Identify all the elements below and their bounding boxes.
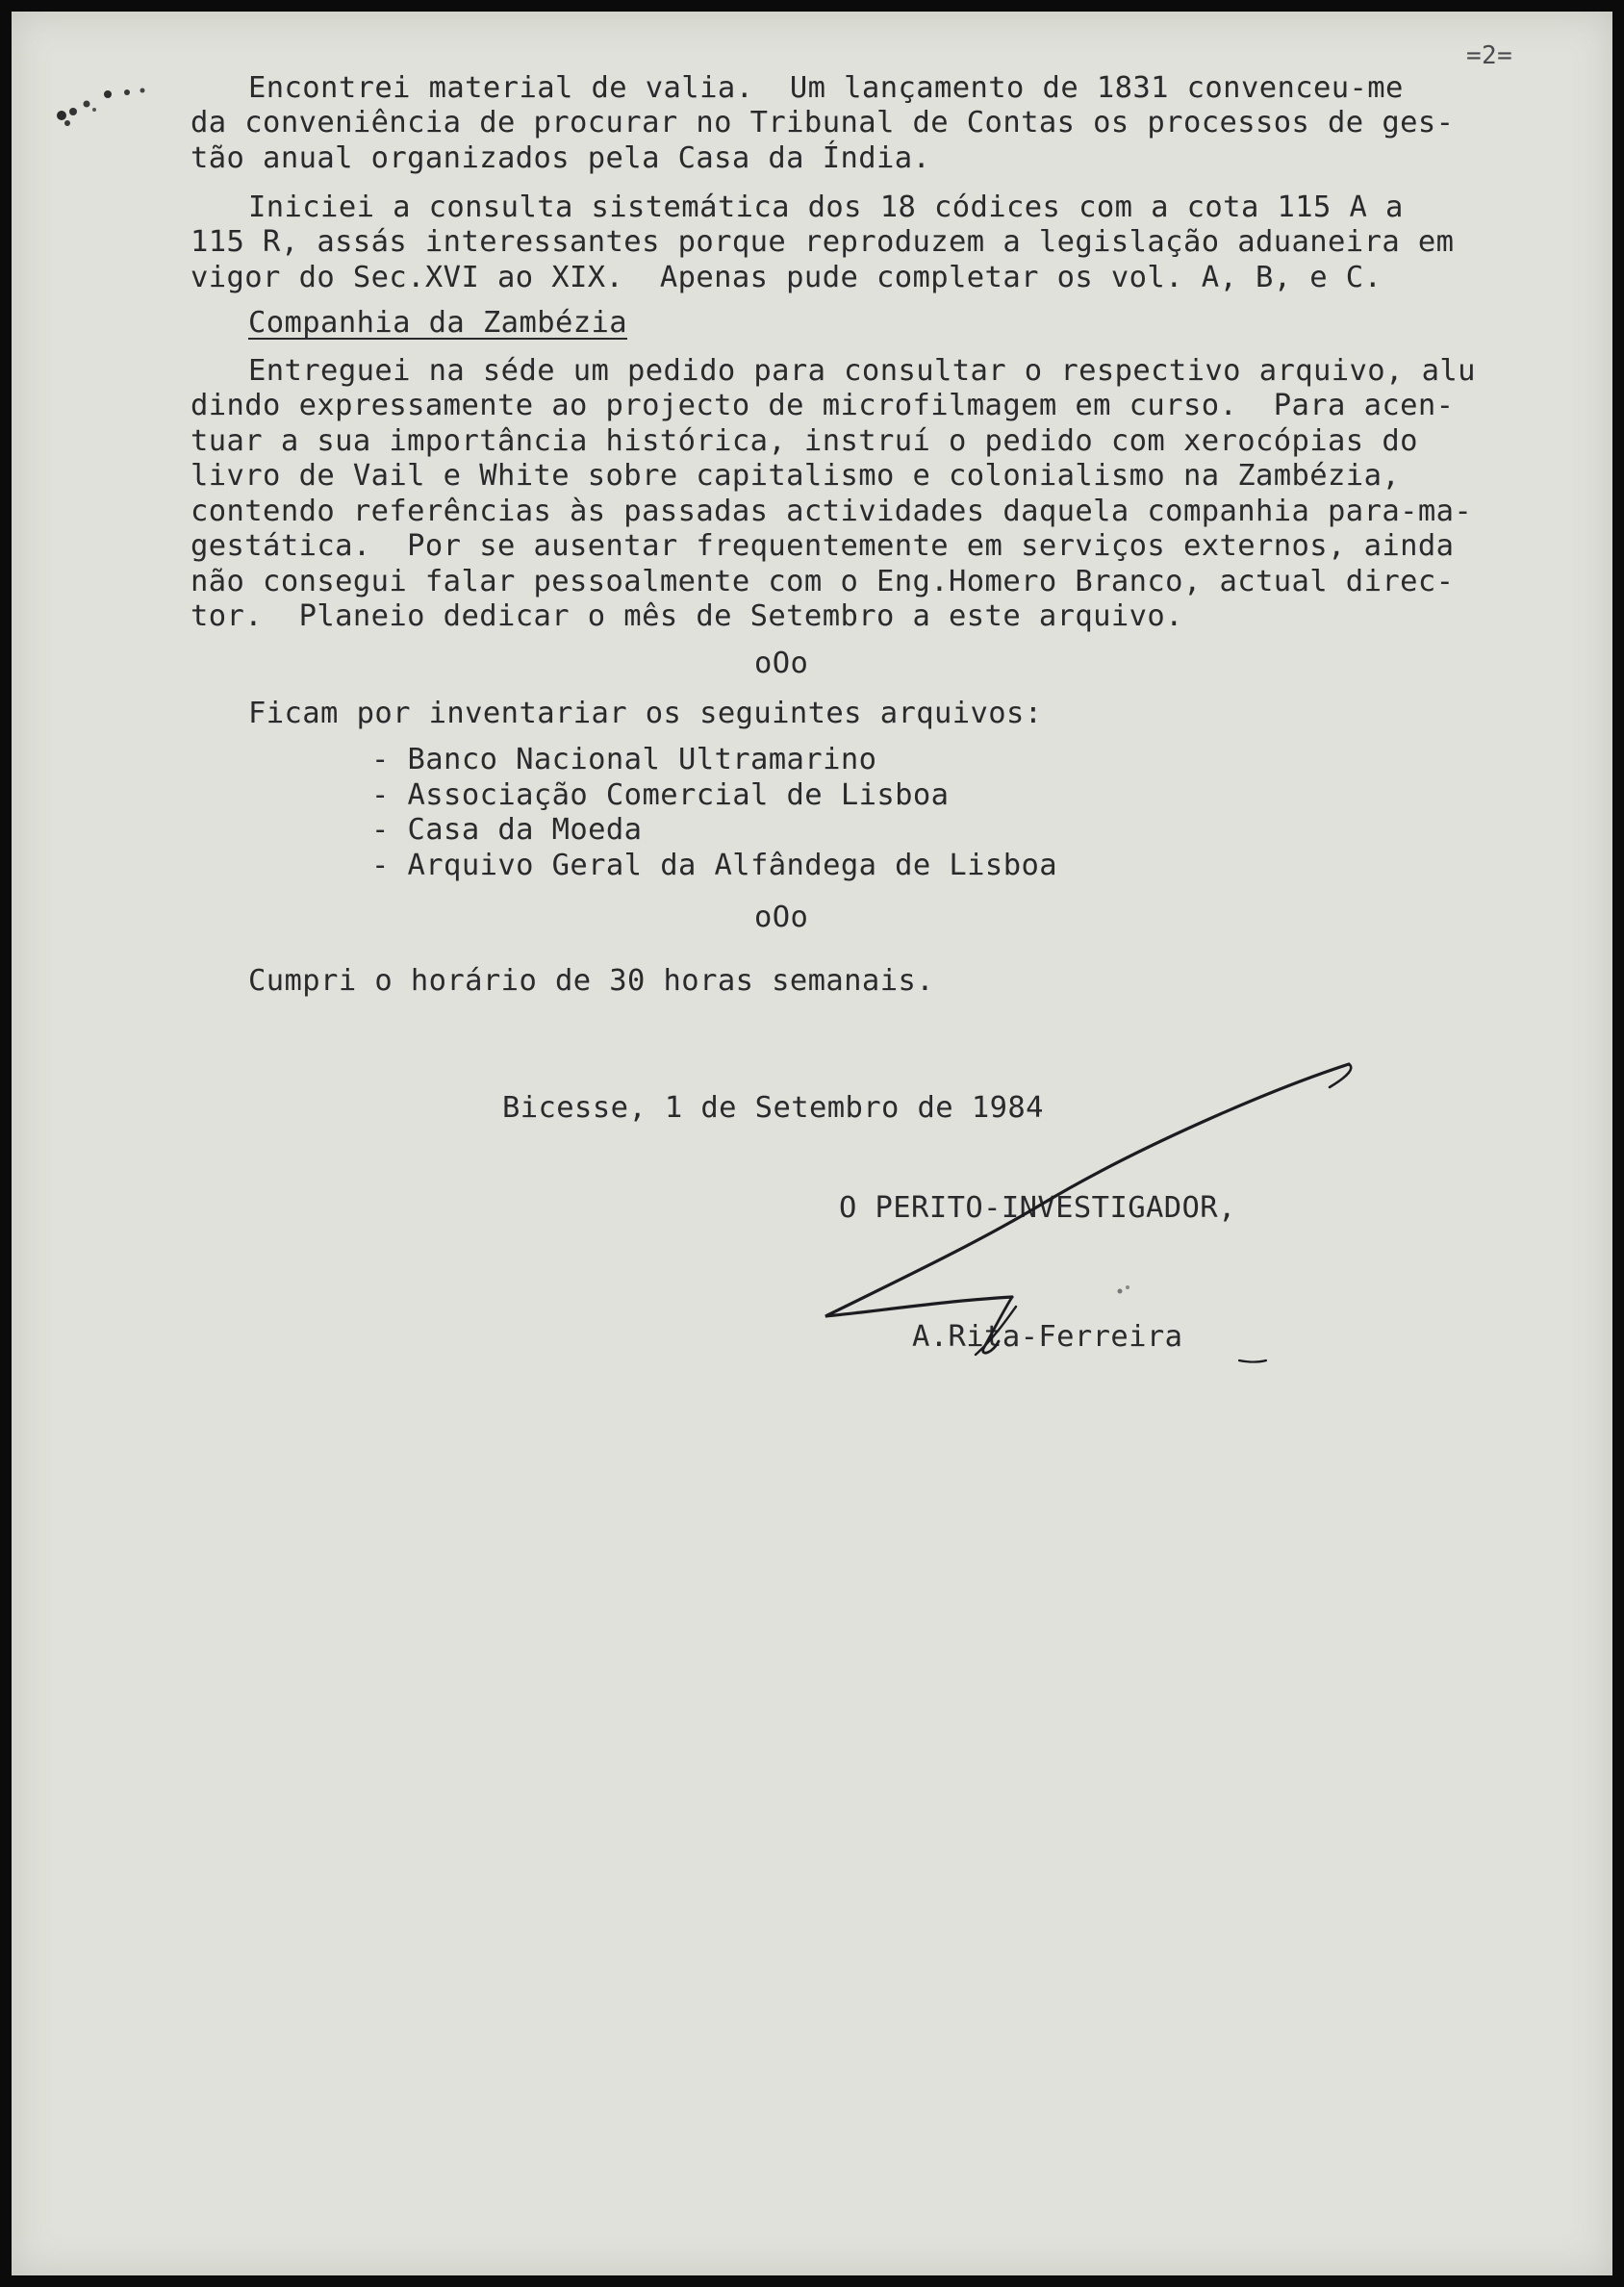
hours-statement [248,964,934,1000]
inventory-intro [248,697,1043,732]
text-line: O PERITO-INVESTIGADOR, [839,1191,1236,1225]
separator-text: oOo [754,647,809,680]
text-line: vigor do Sec.XVI ao XIX. Apenas pude completar os vol. A, B, e C. [190,260,1383,294]
list-item: - Casa da Moeda [371,813,643,847]
text-line: livro de Vail e White sobre capitalismo e colonialismo na Zambézia, [190,459,1401,493]
text-line: Ficam por inventariar os seguintes arquivos: [248,697,1043,730]
text-line: Entreguei na séde um pedido para consultar o respectivo arquivo, alu [248,354,1476,388]
text-line: contendo referências às passadas actividades daquela companhia para-ma- [190,494,1473,528]
text-line: 115 R, assás interessantes porque reproduzem a legislação aduaneira em [190,225,1455,259]
text-line: Iniciei a consulta sistemática dos 18 códices com a cota 115 A a [248,191,1404,224]
text-line: dindo expressamente ao projecto de microfilmagem em curso. Para acen- [190,389,1455,422]
handwritten-signature [810,1060,1387,1387]
text-line: tão anual organizados pela Casa da Índia. [190,140,931,175]
text-line: Encontrei material de valia. Um lançamento de 1831 convenceu-me [248,71,1404,105]
paragraph-1 [248,71,1404,107]
separator-text: oOo [754,901,809,934]
list-item: - Arquivo Geral da Alfândega de Lisboa [371,848,1057,882]
text-line: tuar a sua importância histórica, instruí o pedido com xerocópias do [190,423,1418,458]
separator-2 [754,901,808,936]
document-page [12,12,1612,2275]
text-line: Cumpri o horário de 30 horas semanais. [248,964,934,998]
separator-1 [754,647,808,682]
text-line: Bicesse, 1 de Setembro de 1984 [502,1091,1044,1125]
page-number: =2= [1466,41,1513,70]
section-heading-text: Companhia da Zambézia [248,306,628,340]
paragraph-2-continued [190,225,1454,295]
section-heading [248,306,627,342]
inventory-list [371,743,1057,883]
text-line: tor. Planeio dedicar o mês de Setembro a este arquivo. [190,599,1183,633]
list-item: - Associação Comercial de Lisboa [371,777,950,812]
text-line: não consegui falar pessoalmente com o Eng.Homero Branco, actual direc- [190,564,1455,598]
text-line: gestática. Por se ausentar frequentemente em serviços externos, ainda [190,529,1455,563]
paragraph-3-continued [190,389,1472,635]
ink-smudge-mark [44,58,160,135]
list-item: - Banco Nacional Ultramarino [371,743,877,776]
text-line: A.Rita-Ferreira [912,1320,1183,1354]
paragraph-1-continued [190,106,1454,176]
paragraph-3 [248,354,1476,390]
paragraph-2 [248,191,1404,226]
text-line: da conveniência de procurar no Tribunal de Contas os processos de ges- [190,106,1455,140]
